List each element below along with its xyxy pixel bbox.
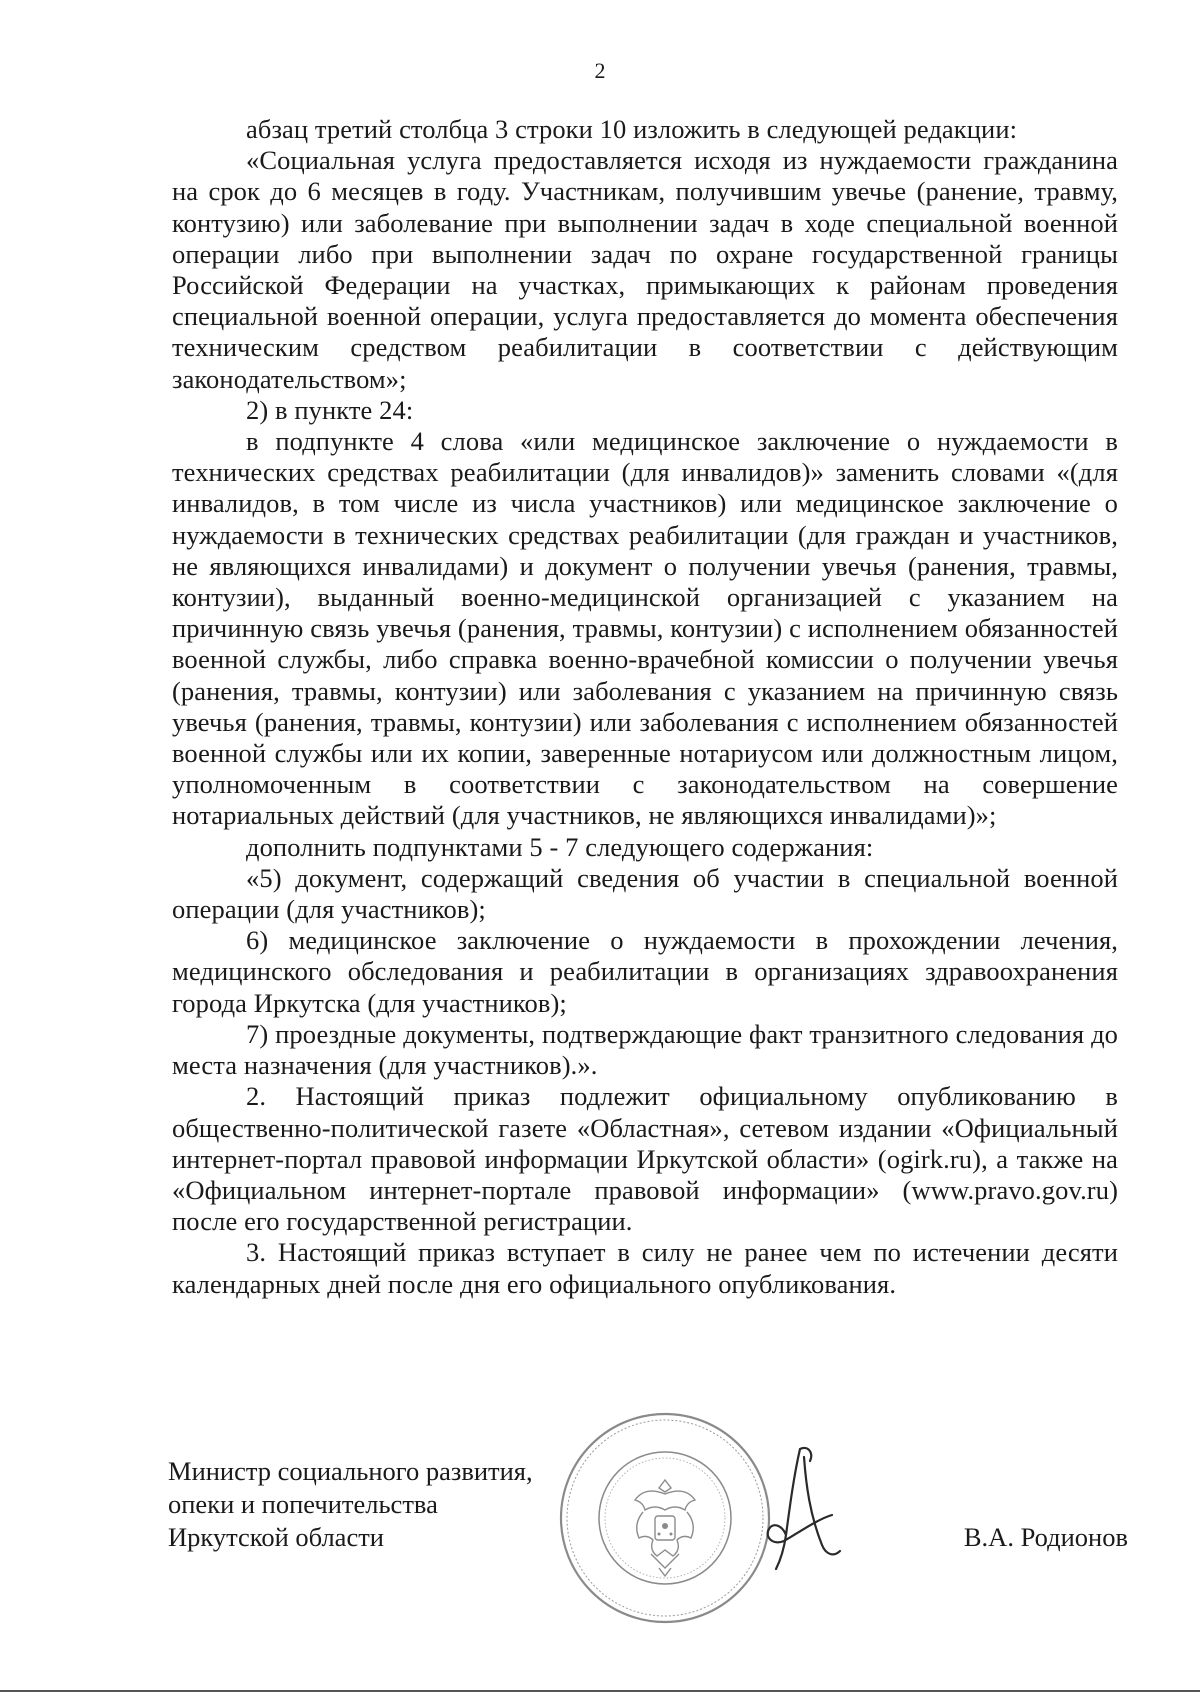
paragraph-3: 2) в пункте 24: — [246, 394, 414, 425]
paragraph-5: дополнить подпунктами 5 - 7 следующего содержания: — [246, 831, 874, 862]
document-body — [172, 114, 1118, 1300]
signatory-name: В.А. Родионов — [963, 1522, 1128, 1552]
paragraph-6: «5) документ, содержащий сведения об участии в специальной военной операции (для участников); — [172, 862, 1118, 925]
paragraph-7: 6) медицинское заключение о нуждаемости в прохождении лечения, медицинского обследования и реабилитации в организациях здравоохранения города Иркутска (для участников); — [172, 925, 1118, 1018]
page-number: 2 — [594, 58, 606, 83]
signatory-position-line-3: Иркутской области — [168, 1522, 384, 1552]
paragraph-1: абзац третий столбца 3 строки 10 изложить в следующей редакции: — [246, 114, 1018, 144]
signatory-position-line-1: Министр социального развития, — [168, 1456, 533, 1486]
signatory-position-line-2: опеки и попечительства — [168, 1489, 438, 1519]
paragraph-8: 7) проездные документы, подтверждающие факт транзитного следования до места назначения (для участников).». — [172, 1018, 1118, 1081]
handwritten-signature — [760, 1445, 870, 1575]
paragraph-4: в подпункте 4 слова «или медицинское заключение о нуждаемости в технических средствах реабилитации (для инвалидов)» заменить словами «(для инвалидов, в том числе из числа участников) или медицинское заключение о нуждаемости в технических средствах реабилитации (для граждан и участников, не являющихся инвалидами) и документ о получении увечья (ранения, травмы, контузии), выданный военно-медицинской организацией с указанием на причинную связь увечья (ранения, травмы, контузии) с исполнением обязанностей военной службы, либо справка военно-врачебной комиссии о получении увечья (ранения, травмы, контузии) или заболевания с указанием на причинную связь увечья (ранения, травмы, контузии) или заболевания с исполнением обязанностей военной службы или их копии, заверенные нотариусом или должностным лицом, уполномоченным в соответствии с законодательством на совершение нотариальных действий (для участников, не являющихся инвалидами)»; — [172, 426, 1118, 831]
paragraph-2: «Социальная услуга предоставляется исходя из нуждаемости гражданина на срок до 6 месяцев в году. Участникам, получившим увечье (ранение, травму, контузию) или заболевание при выполнении задач в ходе специальной военной операции либо при выполнении задач по охране государственной границы Российской Федерации на участках, примыкающих к районам проведения специальной военной операции, услуга предоставляется до момента обеспечения техническим средством реабилитации в соответствии с действующим законодательством»; — [172, 145, 1118, 394]
page-bottom-border — [0, 1690, 1200, 1692]
paragraph-9: 2. Настоящий приказ подлежит официальному опубликованию в общественно-политической газете «Областная», сетевом издании «Официальный интернет-портал правовой информации Иркутской области» (ogirk.ru), а также на «Официальном интернет-портале правовой информации» (www.pravo.gov.ru) после его государственной регистрации. — [172, 1081, 1118, 1237]
paragraph-10: 3. Настоящий приказ вступает в силу не ранее чем по истечении десяти календарных дней после дня его официального опубликования. — [172, 1237, 1118, 1299]
official-stamp-seal — [555, 1408, 775, 1628]
